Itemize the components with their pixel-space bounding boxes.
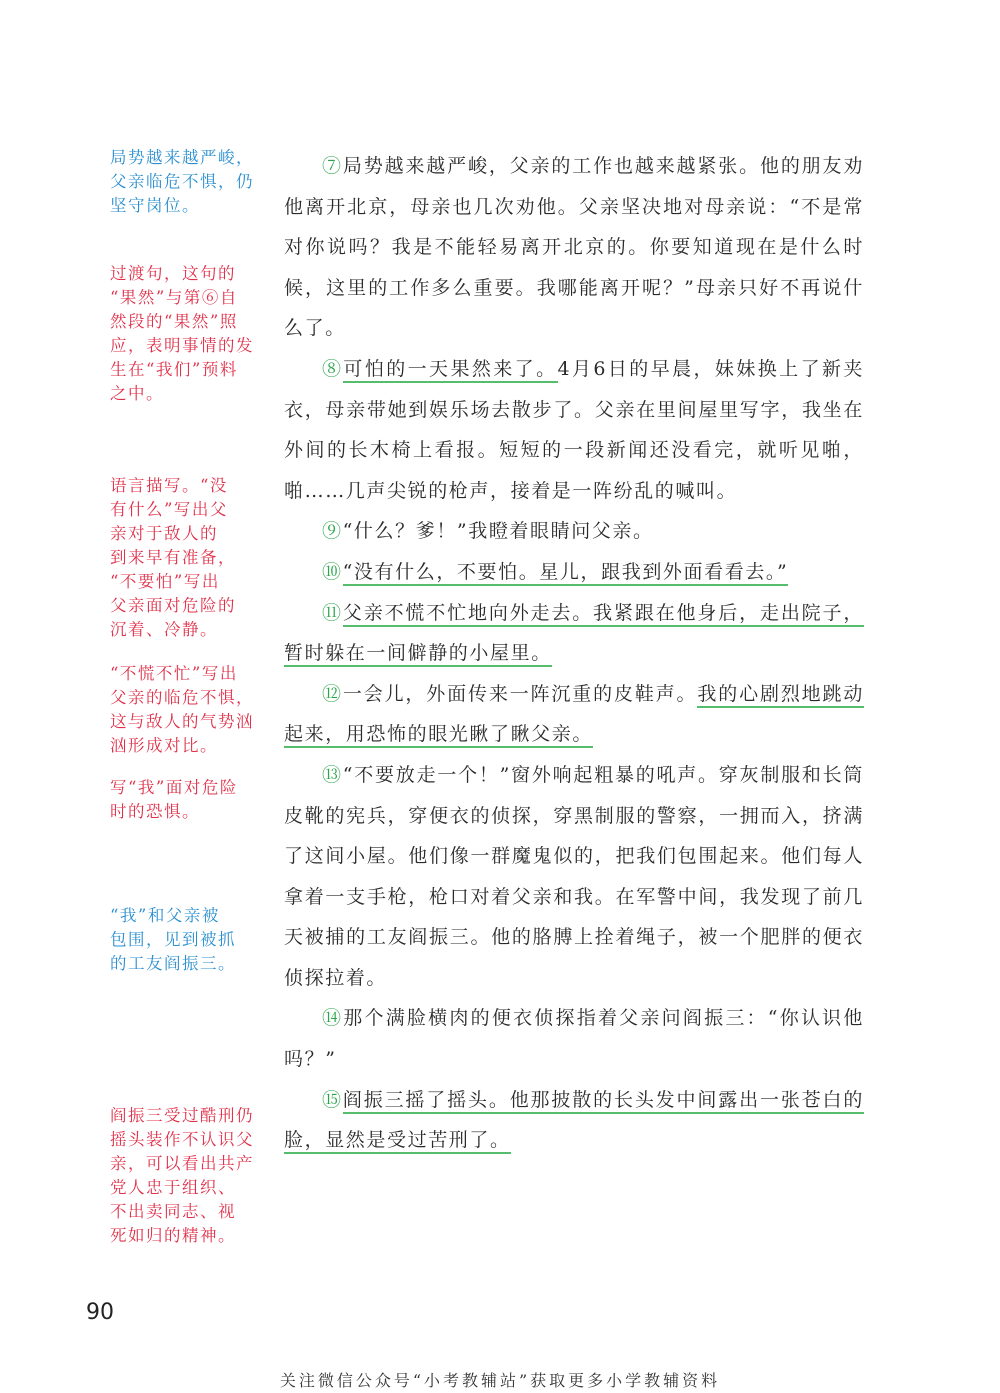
paragraph-number: ⑭ — [322, 1007, 344, 1030]
margin-note-3: 语言描写。“没 有什么”写出父 亲对于敌人的 到来早有准备， “不要怕”写出 父亲面对危险的 沉着、冷静。 — [110, 476, 236, 639]
margin-note-6: “我”和父亲被 包围，见到被抓 的工友阎振三。 — [110, 906, 236, 973]
paragraph-7 — [284, 146, 864, 349]
margin-note-1: 局势越来越严峻， 父亲临危不惧，仍 坚守岗位。 — [110, 148, 254, 215]
paragraph-number: ⑬ — [322, 763, 343, 786]
margin-note-5: 写“我”面对危险 时的恐惧。 — [110, 778, 238, 821]
underlined-text: 可怕的一天果然来了。 — [343, 358, 557, 383]
paragraph-number: ⑪ — [322, 601, 343, 624]
underlined-text: 阎振三摇了摇头。他那披散的长头发中间露出一张苍白的脸，显然是受过苦刑了。 — [284, 1089, 864, 1155]
paragraph-13 — [284, 755, 864, 999]
paragraph-text: 4月6日的早晨，妹妹换上了新夹衣，母亲带她到娱乐场去散步了。父亲在里间屋里写字，我坐在外间的长木椅上看报。短短的一段新闻还没看完，就听见啪，啪……几声尖锐的枪声，接着是一阵纷乱的喊叫。 — [284, 357, 864, 502]
paragraph-text: 一会儿，外面传来一阵沉重的皮鞋声。 — [342, 682, 698, 705]
underlined-text: 我的心剧烈地跳动起来，用恐怖的眼光瞅了瞅父亲。 — [284, 683, 864, 749]
margin-note-2: 过渡句，这句的 “果然”与第⑥自 然段的“果然”照 应，表明事情的发 生在“我们”预料 之中。 — [110, 264, 254, 403]
paragraph-text: 局势越来越严峻，父亲的工作也越来越紧张。他的朋友劝他离开北京，母亲也几次劝他。父亲坚决地对母亲说：“不是常对你说吗？我是不能轻易离开北京的。你要知道现在是什么时候，这里的工作多么重要。我哪能离开呢？”母亲只好不再说什么了。 — [284, 155, 864, 340]
underlined-text: “没有什么，不要怕。星儿，跟我到外面看看去。” — [343, 561, 789, 586]
paragraph-number: ⑧ — [322, 357, 344, 380]
page-number: 90 — [86, 1300, 114, 1325]
paragraph-12 — [284, 674, 864, 755]
paragraph-text: “不要放走一个！”窗外响起粗暴的吼声。穿灰制服和长筒皮靴的宪兵，穿便衣的侦探，穿黑制服的警察，一拥而入，挤满了这间小屋。他们像一群魔鬼似的，把我们包围起来。他们每人拿着一支手枪，枪口对着父亲和我。在军警中间，我发现了前几天被捕的工友阎振三。他的胳膊上拴着绳子，被一个肥胖的便衣侦探拉着。 — [284, 763, 865, 989]
paragraph-10 — [284, 552, 864, 593]
margin-note-4: “不慌不忙”写出 父亲的临危不惧， 这与敌人的气势汹 汹形成对比。 — [110, 664, 254, 755]
paragraph-8 — [284, 349, 864, 511]
underlined-text: 父亲不慌不忙地向外走去。 — [343, 602, 593, 627]
paragraph-number: ⑩ — [322, 560, 343, 583]
paragraph-number: ⑦ — [322, 155, 343, 177]
paragraph-9 — [284, 511, 864, 552]
margin-note-7: 阎振三受过酷刑仍 摇头装作不认识父 亲，可以看出共产 党人忠于组织、 不出卖同志、视 死如归的精神。 — [110, 1106, 254, 1245]
paragraph-text: “什么？爹！”我瞪着眼睛问父亲。 — [342, 520, 654, 543]
paragraph-number: ⑫ — [322, 682, 343, 705]
paragraph-14 — [284, 998, 864, 1079]
underlined-text: 我紧跟在他身后，走出院子，暂时躲在一间僻静的小屋里。 — [284, 602, 864, 668]
main-text — [284, 146, 864, 1161]
paragraph-number: ⑮ — [322, 1088, 343, 1111]
footer-promo: 关注微信公众号“小考教辅站”获取更多小学教辅资料 — [279, 1371, 721, 1390]
paragraph-number: ⑨ — [322, 520, 343, 543]
paragraph-text: 那个满脸横肉的便衣侦探指着父亲问阎振三：“你认识他吗？” — [284, 1007, 864, 1071]
paragraph-11 — [284, 593, 864, 674]
paragraph-15 — [284, 1080, 864, 1161]
